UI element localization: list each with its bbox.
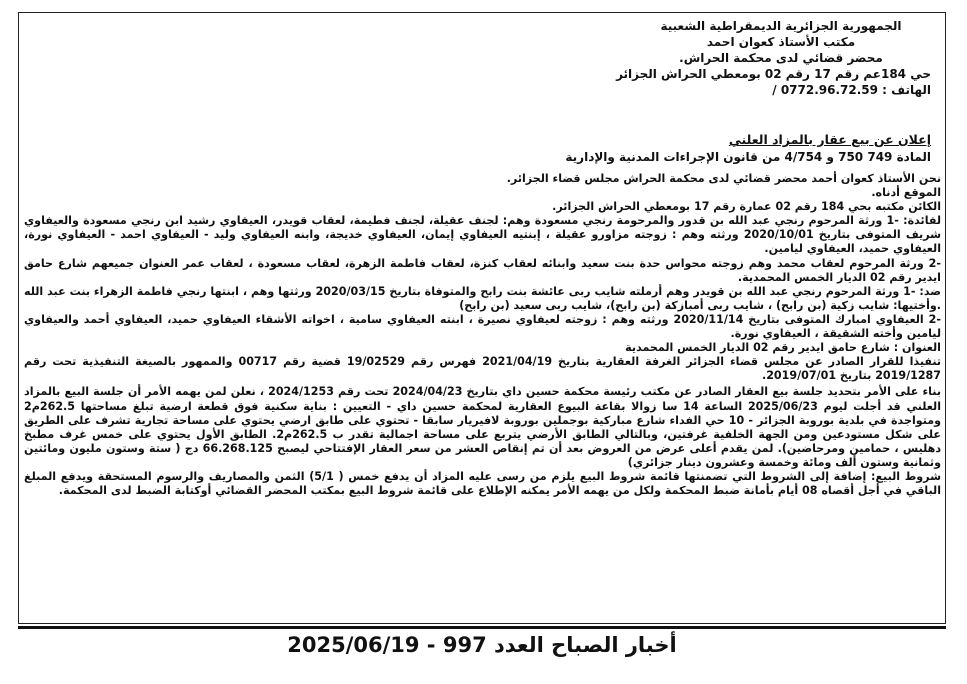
body-paragraph-beneficiaries-1: لفائدة: -1 ورثة المرحوم رنجي عبد الله بن قدور والمرحومة رنجي مسعودة وهم: لجنف عقيلة، لجنف فطيمة، لعقاب قويدر، العيفاوي رشيد ابن رنجي مسعودة والعيفاوي شريف المتوفى بتاريخ 2020/10/01 ورثته وهم : زوجته مزاورو عقيلة ، إبنتيه العيفاوي إيمان، العيفاوي خديجة، وابنه العيفاوي وليد - العيفاوي احمد - العيفاوي نورة، العيفاوي حميد، العيفاوي ليامين. <box>24 214 942 256</box>
newspaper-footer <box>18 626 946 666</box>
notice-title: إعلان عن بيع عقار بالمزاد العلني <box>728 132 931 147</box>
office-phone: الهاتف : 0772.96.72.59 / <box>772 83 931 97</box>
notice-body <box>24 172 941 498</box>
body-paragraph-defendants-2: -2 العيفاوي امبارك المتوفى بتاريخ 2020/11/14 ورثته وهم : زوجته لعيفاوي نصيرة ، ابنته العيفاوي سامية ، اخواته الأشقاء العيفاوي حميد، العيفاوي أحمد والعيفاوي ليامين وأخته الشقيقة ، العيفاوي نورة. <box>24 312 941 341</box>
republic-name: الجمهورية الجزائرية الديمقراطية الشعبية <box>660 19 902 33</box>
body-paragraph-defendants-1: ضد: -1 ورثة المرحوم رنجي عبد الله بن قويدر وهم أرملته شايب ربى عائشة بنت رابح والمتوفاة بتاريخ 2020/03/15 ورثتها وهم ، ابنتها رنجي فاطمة الزهراء بنت عبد الله .وأختيها: شايب زكية (بن رابح) ، شايب ربى أمبازكة (بن رابح)، شايب ربى سعيد (بن رابح) <box>24 284 941 312</box>
body-paragraph-beneficiaries-2: -2 ورثة المرحوم لعقاب محمد وهم زوجته محواس حدة بنت سعيد وابنائه لعقاب كنزة، لعقاب فاطمة الزهرة، لعقاب مسعودة ، لعقاب عمر العنوان جميعهم شارع حامق ايدير رقم 02 الديار الخمس المحمدية. <box>24 256 941 284</box>
bailiff-title: محضر قضائي لدى محكمة الحراش. <box>679 51 883 65</box>
body-paragraph-conditions: شروط البيع: إضافة إلى الشروط التي تضمنتها قائمة شروط البيع يلزم من رسى عليه المزاد أن يدفع خمس ( 5/1) الثمن والمصاريف والرسوم المستحقة ويدفع المبلغ الباقي في أجل أقصاه 08 أيام بأمانة ضبط المحكمة ولكل من يهمه الأمر يمكنه الإطلاع على قائمة شروط البيع بمكتب المحضر القضائي أوكتابة الضبط لدى المحكمة. <box>24 469 941 498</box>
body-paragraph-execution: تنفيذا للقرار الصادر عن مجلس قضاء الجزائر الغرفة العقارية بتاريخ 2021/04/19 فهرس رقم 19/02529 قضية رقم 00717 والممهور بالصيغة التنفيذية تحت رقم 2019/1287 بتاريخ 2019/07/01. <box>24 355 942 383</box>
body-paragraph-office: الكائن مكتبه بحي 184 رقم 02 عمارة رقم 17 بومعطي الحراش الجزائر. <box>552 200 941 214</box>
bailiff-header <box>616 18 931 98</box>
newspaper-issue: أخبار الصباح العدد 997 - 2025/06/19 <box>287 633 677 657</box>
office-address: حي 184عم رقم 17 رقم 02 بومعطي الحراش الجزائر <box>616 67 931 81</box>
body-paragraph-auction: بناء على الأمر بتحديد جلسة بيع العقار الصادر عن مكتب رئيسة محكمة حسين داي بتاريخ 2024/04/23 تحت رقم 2024/1253 ، نعلن لمن يهمه الأمر أن جلسة البيع بالمزاد العلني قد أجلت ليوم 2025/06/23 الساعة 14 سا زوالا بقاعة البيوع العقارية لمحكمة حسين داي - التعيين : بناية سكنية فوق قطعة ارضية تبلغ مساحتها 262.5م2 ومتواجدة في بلدية بوروبة الجزائر - 10 حي الفداء شارع مباركية بوجملين بوروبة لافيريار سابقا - تحتوي على طابق ارضي يحتوي على مساحة تجارية تشرف على الطريق على شكل مستودعين ومن الجهة الخلفية غرفتين، وبالتالي الطابق الأرضي يتربع على مساحة اجمالية تقدر ب 262.5م2. الطابق الأول يحتوي على خمس غرف مطبخ دهليس ، حمامين ومرحاضين). لمن يقدم أعلى عرض من العروض بعد أن تم إنقاص العشر من سعر العقار الإفتتاحي ليصبح 66.268.125 دج ( ستة وستون مليون ومائتين وثمانية وستون ألف ومائة وخمسة وعشرون دينار جزائري) <box>24 385 942 469</box>
body-paragraph-address: العنوان : شارع حامق ايدير رقم 02 الديار الخمس المحمدية <box>625 341 941 355</box>
legal-article: المادة 749 750 و 4/754 من قانون الإجراءات المدنية والإدارية <box>565 150 931 164</box>
body-paragraph-intro: نحن الأستاذ كعوان أحمد محضر قضائي لدى محكمة الحراش مجلس قضاء الجزائر. <box>506 172 941 185</box>
body-paragraph-signed: الموقع أدناه. <box>871 186 941 200</box>
office-name: مكتب الأستاذ كعوان احمد <box>706 35 856 49</box>
